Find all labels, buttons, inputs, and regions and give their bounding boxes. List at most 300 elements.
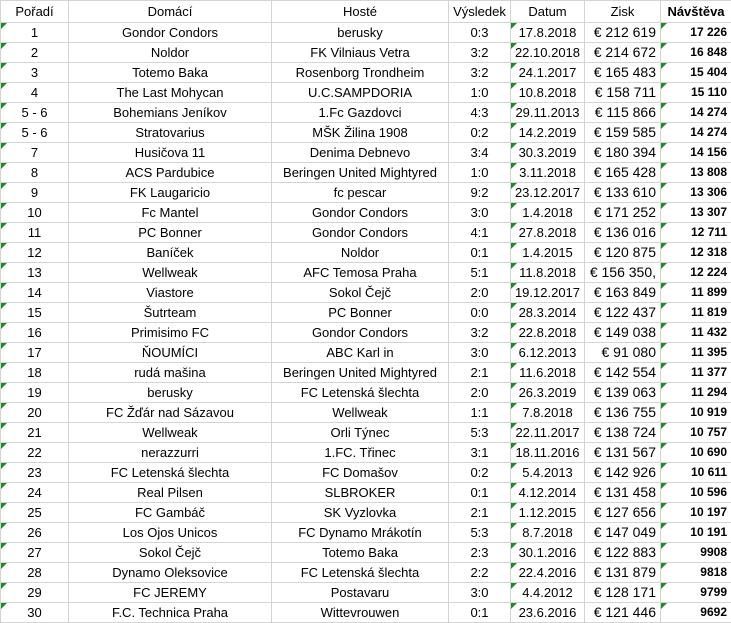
cell-profit-text: € 149 038 bbox=[594, 324, 656, 340]
error-indicator-icon bbox=[661, 143, 667, 149]
header-attendance[interactable]: Návštěva bbox=[661, 1, 731, 23]
cell-home[interactable] bbox=[69, 203, 272, 223]
cell-away[interactable] bbox=[272, 163, 449, 183]
cell-home-text: Bohemians Jeníkov bbox=[113, 105, 226, 120]
cell-result[interactable] bbox=[449, 443, 511, 463]
cell-attendance[interactable] bbox=[661, 583, 731, 603]
cell-result[interactable] bbox=[449, 543, 511, 563]
cell-rank[interactable] bbox=[1, 83, 69, 103]
cell-result[interactable] bbox=[449, 23, 511, 43]
table-row bbox=[1, 603, 731, 623]
cell-rank[interactable] bbox=[1, 523, 69, 543]
cell-home-text: Wellweak bbox=[142, 425, 197, 440]
cell-attendance-text: 12 318 bbox=[690, 245, 727, 259]
cell-away[interactable] bbox=[272, 283, 449, 303]
cell-away[interactable] bbox=[272, 383, 449, 403]
cell-home[interactable] bbox=[69, 163, 272, 183]
table-row bbox=[1, 23, 731, 43]
cell-away[interactable] bbox=[272, 323, 449, 343]
cell-home-text: Šutrteam bbox=[144, 305, 197, 320]
cell-date-text: 4.12.2014 bbox=[519, 485, 577, 500]
cell-profit[interactable] bbox=[585, 163, 661, 183]
cell-date[interactable] bbox=[511, 363, 585, 383]
cell-away[interactable] bbox=[272, 103, 449, 123]
cell-home[interactable] bbox=[69, 403, 272, 423]
cell-result-text: 0:0 bbox=[470, 305, 488, 320]
cell-date[interactable] bbox=[511, 263, 585, 283]
cell-home-text: Wellweak bbox=[142, 265, 197, 280]
cell-profit[interactable] bbox=[585, 283, 661, 303]
cell-result[interactable] bbox=[449, 423, 511, 443]
cell-attendance[interactable] bbox=[661, 223, 731, 243]
cell-profit[interactable] bbox=[585, 563, 661, 583]
cell-attendance[interactable] bbox=[661, 483, 731, 503]
cell-away-text: Sokol Čejč bbox=[329, 285, 391, 300]
cell-away[interactable] bbox=[272, 403, 449, 423]
cell-result[interactable] bbox=[449, 603, 511, 623]
cell-attendance[interactable] bbox=[661, 603, 731, 623]
cell-rank-text: 25 bbox=[27, 505, 41, 520]
cell-rank[interactable] bbox=[1, 603, 69, 623]
cell-home[interactable] bbox=[69, 103, 272, 123]
error-indicator-icon bbox=[1, 583, 7, 589]
cell-away[interactable] bbox=[272, 263, 449, 283]
error-indicator-icon bbox=[661, 463, 667, 469]
cell-away[interactable] bbox=[272, 123, 449, 143]
cell-attendance[interactable] bbox=[661, 283, 731, 303]
cell-profit[interactable] bbox=[585, 523, 661, 543]
cell-attendance[interactable] bbox=[661, 163, 731, 183]
cell-attendance[interactable] bbox=[661, 323, 731, 343]
cell-home[interactable] bbox=[69, 223, 272, 243]
cell-profit[interactable] bbox=[585, 583, 661, 603]
cell-profit-text: € 180 394 bbox=[594, 144, 656, 160]
cell-home[interactable] bbox=[69, 443, 272, 463]
cell-attendance[interactable] bbox=[661, 563, 731, 583]
error-indicator-icon bbox=[511, 183, 517, 189]
cell-result[interactable] bbox=[449, 583, 511, 603]
cell-profit[interactable] bbox=[585, 383, 661, 403]
cell-home[interactable] bbox=[69, 463, 272, 483]
cell-away-text: Orli Týnec bbox=[331, 425, 390, 440]
cell-date[interactable] bbox=[511, 123, 585, 143]
cell-attendance[interactable] bbox=[661, 463, 731, 483]
error-indicator-icon bbox=[1, 563, 7, 569]
cell-profit[interactable] bbox=[585, 23, 661, 43]
cell-away[interactable] bbox=[272, 303, 449, 323]
cell-rank[interactable] bbox=[1, 343, 69, 363]
cell-home[interactable] bbox=[69, 363, 272, 383]
cell-profit-text: € 115 866 bbox=[595, 104, 656, 120]
cell-rank-text: 22 bbox=[27, 445, 41, 460]
error-indicator-icon bbox=[511, 203, 517, 209]
error-indicator-icon bbox=[1, 343, 7, 349]
cell-date[interactable] bbox=[511, 603, 585, 623]
cell-profit[interactable] bbox=[585, 503, 661, 523]
cell-date[interactable] bbox=[511, 243, 585, 263]
cell-date-text: 8.7.2018 bbox=[522, 525, 573, 540]
cell-away[interactable] bbox=[272, 423, 449, 443]
cell-away[interactable] bbox=[272, 503, 449, 523]
error-indicator-icon bbox=[1, 23, 7, 29]
cell-rank[interactable] bbox=[1, 503, 69, 523]
cell-home[interactable] bbox=[69, 63, 272, 83]
cell-attendance[interactable] bbox=[661, 243, 731, 263]
cell-result[interactable] bbox=[449, 243, 511, 263]
cell-rank[interactable] bbox=[1, 383, 69, 403]
cell-away[interactable] bbox=[272, 343, 449, 363]
cell-date[interactable] bbox=[511, 43, 585, 63]
cell-rank[interactable] bbox=[1, 483, 69, 503]
cell-profit[interactable] bbox=[585, 143, 661, 163]
cell-away[interactable] bbox=[272, 583, 449, 603]
cell-attendance-text: 11 377 bbox=[691, 365, 727, 379]
cell-result-text: 3:0 bbox=[470, 585, 488, 600]
cell-rank[interactable] bbox=[1, 263, 69, 283]
cell-result[interactable] bbox=[449, 523, 511, 543]
cell-rank[interactable] bbox=[1, 43, 69, 63]
error-indicator-icon bbox=[1, 143, 7, 149]
cell-date[interactable] bbox=[511, 443, 585, 463]
cell-result[interactable] bbox=[449, 163, 511, 183]
cell-away[interactable] bbox=[272, 243, 449, 263]
header-profit[interactable]: Zisk bbox=[585, 1, 661, 23]
cell-home[interactable] bbox=[69, 323, 272, 343]
error-indicator-icon bbox=[1, 183, 7, 189]
cell-away-text: 1.FC. Třinec bbox=[324, 445, 395, 460]
cell-away-text: FC Domašov bbox=[322, 465, 398, 480]
cell-home[interactable] bbox=[69, 243, 272, 263]
cell-date[interactable] bbox=[511, 203, 585, 223]
table-row bbox=[1, 123, 731, 143]
cell-profit[interactable] bbox=[585, 443, 661, 463]
cell-rank[interactable] bbox=[1, 123, 69, 143]
cell-home[interactable] bbox=[69, 43, 272, 63]
table-row bbox=[1, 183, 731, 203]
cell-attendance-text: 9692 bbox=[700, 605, 727, 619]
cell-home[interactable] bbox=[69, 503, 272, 523]
cell-home[interactable] bbox=[69, 423, 272, 443]
cell-rank[interactable] bbox=[1, 323, 69, 343]
cell-profit[interactable] bbox=[585, 243, 661, 263]
cell-result-text: 2:2 bbox=[470, 565, 488, 580]
error-indicator-icon bbox=[511, 123, 517, 129]
cell-attendance[interactable] bbox=[661, 183, 731, 203]
cell-date-text: 1.4.2018 bbox=[522, 205, 573, 220]
cell-home[interactable] bbox=[69, 143, 272, 163]
cell-attendance[interactable] bbox=[661, 423, 731, 443]
cell-date-text: 22.4.2016 bbox=[519, 565, 577, 580]
cell-profit[interactable] bbox=[585, 343, 661, 363]
error-indicator-icon bbox=[511, 603, 517, 609]
cell-date[interactable] bbox=[511, 563, 585, 583]
cell-rank[interactable] bbox=[1, 403, 69, 423]
error-indicator-icon bbox=[1, 403, 7, 409]
cell-away[interactable] bbox=[272, 83, 449, 103]
cell-rank[interactable] bbox=[1, 363, 69, 383]
cell-home[interactable] bbox=[69, 563, 272, 583]
cell-result[interactable] bbox=[449, 343, 511, 363]
cell-result[interactable] bbox=[449, 563, 511, 583]
cell-away[interactable] bbox=[272, 23, 449, 43]
cell-attendance[interactable] bbox=[661, 343, 731, 363]
cell-profit[interactable] bbox=[585, 263, 661, 283]
cell-profit[interactable] bbox=[585, 363, 661, 383]
cell-away-text: U.C.SAMPDORIA bbox=[308, 85, 412, 100]
cell-away[interactable] bbox=[272, 463, 449, 483]
error-indicator-icon bbox=[1, 123, 7, 129]
cell-result[interactable] bbox=[449, 83, 511, 103]
cell-result[interactable] bbox=[449, 223, 511, 243]
cell-away[interactable] bbox=[272, 443, 449, 463]
cell-away-text: SK Vyzlovka bbox=[324, 505, 397, 520]
cell-result[interactable] bbox=[449, 263, 511, 283]
cell-home[interactable] bbox=[69, 123, 272, 143]
cell-date[interactable] bbox=[511, 583, 585, 603]
cell-rank[interactable] bbox=[1, 583, 69, 603]
cell-home[interactable] bbox=[69, 23, 272, 43]
cell-home-text: berusky bbox=[147, 385, 193, 400]
cell-profit[interactable] bbox=[585, 603, 661, 623]
cell-home-text: Real Pilsen bbox=[137, 485, 203, 500]
cell-profit[interactable] bbox=[585, 223, 661, 243]
cell-rank[interactable] bbox=[1, 223, 69, 243]
error-indicator-icon bbox=[1, 103, 7, 109]
cell-result-text: 5:1 bbox=[470, 265, 488, 280]
cell-attendance[interactable] bbox=[661, 383, 731, 403]
cell-away[interactable] bbox=[272, 63, 449, 83]
cell-date-text: 10.8.2018 bbox=[519, 85, 577, 100]
cell-away-text: ABC Karl in bbox=[326, 345, 393, 360]
cell-away[interactable] bbox=[272, 43, 449, 63]
cell-rank-text: 27 bbox=[27, 545, 41, 560]
error-indicator-icon bbox=[1, 283, 7, 289]
error-indicator-icon bbox=[511, 363, 517, 369]
cell-away[interactable] bbox=[272, 223, 449, 243]
cell-attendance-text: 16 848 bbox=[690, 45, 727, 59]
cell-profit[interactable] bbox=[585, 423, 661, 443]
error-indicator-icon bbox=[1, 323, 7, 329]
cell-attendance[interactable] bbox=[661, 443, 731, 463]
cell-date[interactable] bbox=[511, 283, 585, 303]
cell-date[interactable] bbox=[511, 383, 585, 403]
cell-date[interactable] bbox=[511, 63, 585, 83]
cell-result-text: 2:3 bbox=[470, 545, 488, 560]
cell-profit[interactable] bbox=[585, 303, 661, 323]
cell-result-text: 2:0 bbox=[470, 285, 488, 300]
cell-result[interactable] bbox=[449, 283, 511, 303]
cell-home-text: rudá mašina bbox=[134, 365, 206, 380]
cell-profit[interactable] bbox=[585, 463, 661, 483]
cell-away[interactable] bbox=[272, 563, 449, 583]
cell-result[interactable] bbox=[449, 323, 511, 343]
error-indicator-icon bbox=[661, 43, 667, 49]
cell-rank[interactable] bbox=[1, 463, 69, 483]
cell-profit[interactable] bbox=[585, 83, 661, 103]
cell-rank[interactable] bbox=[1, 63, 69, 83]
cell-attendance-text: 10 757 bbox=[690, 425, 727, 439]
cell-home[interactable] bbox=[69, 303, 272, 323]
cell-attendance[interactable] bbox=[661, 403, 731, 423]
cell-attendance[interactable] bbox=[661, 83, 731, 103]
table-row bbox=[1, 383, 731, 403]
cell-result[interactable] bbox=[449, 363, 511, 383]
cell-home[interactable] bbox=[69, 263, 272, 283]
cell-home-text: FC Gambáč bbox=[135, 505, 205, 520]
cell-away[interactable] bbox=[272, 363, 449, 383]
cell-profit-text: € 138 724 bbox=[594, 424, 656, 440]
cell-rank[interactable] bbox=[1, 443, 69, 463]
cell-date-text: 22.8.2018 bbox=[519, 325, 577, 340]
cell-away[interactable] bbox=[272, 183, 449, 203]
cell-profit[interactable] bbox=[585, 183, 661, 203]
cell-result-text: 3:2 bbox=[470, 45, 488, 60]
cell-result-text: 3:4 bbox=[470, 145, 488, 160]
cell-profit[interactable] bbox=[585, 403, 661, 423]
cell-home[interactable] bbox=[69, 343, 272, 363]
cell-attendance[interactable] bbox=[661, 203, 731, 223]
cell-rank[interactable] bbox=[1, 23, 69, 43]
cell-date-text: 1.12.2015 bbox=[519, 505, 577, 520]
cell-result[interactable] bbox=[449, 203, 511, 223]
header-away[interactable]: Hosté bbox=[272, 1, 449, 23]
cell-away[interactable] bbox=[272, 543, 449, 563]
cell-attendance[interactable] bbox=[661, 363, 731, 383]
cell-rank[interactable] bbox=[1, 283, 69, 303]
cell-date[interactable] bbox=[511, 163, 585, 183]
error-indicator-icon bbox=[661, 183, 667, 189]
cell-profit[interactable] bbox=[585, 543, 661, 563]
cell-result[interactable] bbox=[449, 43, 511, 63]
cell-rank[interactable] bbox=[1, 163, 69, 183]
cell-date[interactable] bbox=[511, 463, 585, 483]
cell-date[interactable] bbox=[511, 343, 585, 363]
cell-away-text: PC Bonner bbox=[328, 305, 392, 320]
cell-attendance[interactable] bbox=[661, 143, 731, 163]
cell-profit-text: € 147 049 bbox=[594, 524, 656, 540]
cell-rank[interactable] bbox=[1, 243, 69, 263]
cell-home[interactable] bbox=[69, 383, 272, 403]
header-home[interactable]: Domácí bbox=[69, 1, 272, 23]
cell-attendance[interactable] bbox=[661, 263, 731, 283]
cell-attendance[interactable] bbox=[661, 103, 731, 123]
cell-date[interactable] bbox=[511, 403, 585, 423]
cell-rank[interactable] bbox=[1, 143, 69, 163]
cell-rank[interactable] bbox=[1, 203, 69, 223]
cell-attendance-text: 9908 bbox=[700, 545, 727, 559]
cell-rank[interactable] bbox=[1, 563, 69, 583]
cell-profit[interactable] bbox=[585, 203, 661, 223]
cell-home[interactable] bbox=[69, 583, 272, 603]
cell-rank[interactable] bbox=[1, 543, 69, 563]
cell-result[interactable] bbox=[449, 63, 511, 83]
cell-home-text: Primisimo FC bbox=[131, 325, 209, 340]
cell-rank[interactable] bbox=[1, 183, 69, 203]
table-row bbox=[1, 363, 731, 383]
cell-result[interactable] bbox=[449, 383, 511, 403]
cell-result[interactable] bbox=[449, 503, 511, 523]
cell-home[interactable] bbox=[69, 83, 272, 103]
error-indicator-icon bbox=[1, 363, 7, 369]
cell-attendance[interactable] bbox=[661, 43, 731, 63]
error-indicator-icon bbox=[661, 603, 667, 609]
header-rank[interactable]: Pořadí bbox=[1, 1, 69, 23]
cell-attendance-text: 11 899 bbox=[691, 285, 727, 299]
cell-result[interactable] bbox=[449, 103, 511, 123]
cell-home[interactable] bbox=[69, 543, 272, 563]
cell-home[interactable] bbox=[69, 483, 272, 503]
cell-rank-text: 16 bbox=[27, 325, 41, 340]
cell-date[interactable] bbox=[511, 223, 585, 243]
cell-profit[interactable] bbox=[585, 483, 661, 503]
cell-date[interactable] bbox=[511, 483, 585, 503]
cell-result[interactable] bbox=[449, 123, 511, 143]
cell-profit[interactable] bbox=[585, 123, 661, 143]
header-date[interactable]: Datum bbox=[511, 1, 585, 23]
cell-date[interactable] bbox=[511, 303, 585, 323]
cell-away[interactable] bbox=[272, 603, 449, 623]
cell-date[interactable] bbox=[511, 423, 585, 443]
cell-profit[interactable] bbox=[585, 43, 661, 63]
cell-result[interactable] bbox=[449, 143, 511, 163]
cell-date[interactable] bbox=[511, 83, 585, 103]
header-result[interactable]: Výsledek bbox=[449, 1, 511, 23]
cell-date[interactable] bbox=[511, 183, 585, 203]
cell-result[interactable] bbox=[449, 403, 511, 423]
cell-result[interactable] bbox=[449, 183, 511, 203]
cell-away[interactable] bbox=[272, 203, 449, 223]
cell-attendance-text: 10 919 bbox=[690, 405, 727, 419]
cell-away[interactable] bbox=[272, 483, 449, 503]
cell-attendance[interactable] bbox=[661, 543, 731, 563]
cell-profit[interactable] bbox=[585, 103, 661, 123]
cell-profit[interactable] bbox=[585, 63, 661, 83]
error-indicator-icon bbox=[661, 543, 667, 549]
cell-attendance[interactable] bbox=[661, 63, 731, 83]
cell-profit[interactable] bbox=[585, 323, 661, 343]
cell-date-text: 22.10.2018 bbox=[515, 45, 580, 60]
cell-attendance[interactable] bbox=[661, 523, 731, 543]
cell-rank[interactable] bbox=[1, 303, 69, 323]
cell-away[interactable] bbox=[272, 143, 449, 163]
cell-result[interactable] bbox=[449, 463, 511, 483]
cell-attendance[interactable] bbox=[661, 23, 731, 43]
cell-attendance-text: 14 156 bbox=[690, 145, 727, 159]
cell-date[interactable] bbox=[511, 143, 585, 163]
cell-away[interactable] bbox=[272, 523, 449, 543]
cell-date[interactable] bbox=[511, 23, 585, 43]
cell-rank-text: 29 bbox=[27, 585, 41, 600]
cell-home-text: ACS Pardubice bbox=[126, 165, 215, 180]
cell-date[interactable] bbox=[511, 103, 585, 123]
cell-result[interactable] bbox=[449, 303, 511, 323]
cell-date[interactable] bbox=[511, 543, 585, 563]
error-indicator-icon bbox=[1, 243, 7, 249]
cell-rank[interactable] bbox=[1, 103, 69, 123]
cell-attendance[interactable] bbox=[661, 503, 731, 523]
cell-home[interactable] bbox=[69, 183, 272, 203]
cell-date[interactable] bbox=[511, 523, 585, 543]
cell-home[interactable] bbox=[69, 523, 272, 543]
cell-result[interactable] bbox=[449, 483, 511, 503]
cell-attendance[interactable] bbox=[661, 303, 731, 323]
cell-date[interactable] bbox=[511, 503, 585, 523]
cell-rank[interactable] bbox=[1, 423, 69, 443]
cell-date[interactable] bbox=[511, 323, 585, 343]
cell-attendance[interactable] bbox=[661, 123, 731, 143]
cell-home[interactable] bbox=[69, 283, 272, 303]
cell-home[interactable] bbox=[69, 603, 272, 623]
